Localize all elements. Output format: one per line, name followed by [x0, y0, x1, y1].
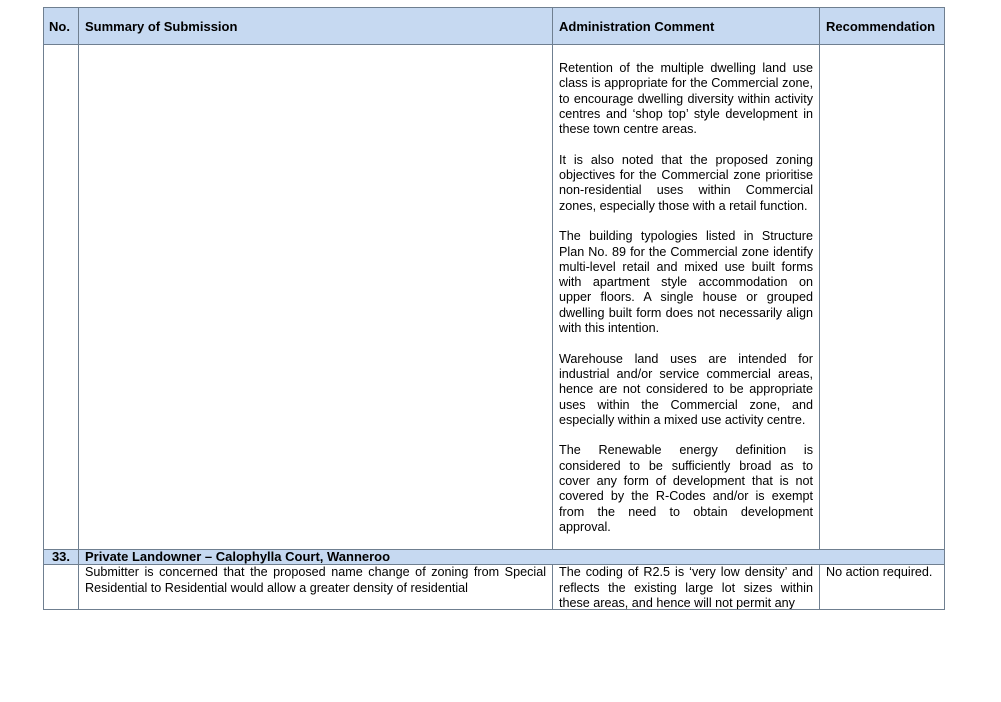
- row-33-comment-cell: [553, 565, 820, 610]
- continued-summary-cell: [79, 45, 553, 550]
- header-summary: Summary of Submission: [79, 8, 553, 45]
- row-33-comment: The coding of R2.5 is ‘very low density’ and reflects the existing large lot sizes within these areas, and hence will not permit any: [559, 565, 813, 610]
- comment-paragraph: Retention of the multiple dwelling land use class is appropriate for the Commercial zone, to encourage dwelling diversity within activity centres and ‘shop top’ style development in these town centre areas.: [559, 61, 813, 137]
- continued-recommendation-cell: [820, 45, 945, 550]
- header-no: No.: [44, 8, 79, 45]
- table-row-continued: [44, 45, 945, 550]
- continued-no-cell: [44, 45, 79, 550]
- row-33-recommendation: No action required.: [826, 565, 933, 580]
- section-title: Private Landowner – Calophylla Court, Wanneroo: [79, 550, 945, 565]
- comment-paragraph: The Renewable energy definition is considered to be sufficiently broad as to cover any form of development that is not covered by the R-Codes and/or is exempt from the need to obtain development approval.: [559, 443, 813, 534]
- row-33-no-cell: [44, 565, 79, 610]
- submissions-table: [43, 7, 945, 610]
- comment-paragraph: Warehouse land uses are intended for industrial and/or service commercial areas, hence are not considered to be appropriate uses within the Commercial zone, and especially within a mixed use activity centre.: [559, 351, 813, 427]
- section-row-33: [44, 550, 945, 565]
- header-comment: Administration Comment: [553, 8, 820, 45]
- row-33-summary-cell: [79, 565, 553, 610]
- section-number: 33.: [44, 550, 79, 565]
- continued-comment-cell: [553, 45, 820, 550]
- comment-paragraph: It is also noted that the proposed zoning objectives for the Commercial zone prioritise non-residential uses within Commercial zones, especially those with a retail function.: [559, 152, 813, 213]
- row-33-recommendation-cell: [820, 565, 945, 610]
- row-33-summary: Submitter is concerned that the proposed name change of zoning from Special Residential to Residential would allow a greater density of residential: [85, 565, 546, 595]
- header-recommendation: Recommendation: [820, 8, 945, 45]
- table-header-row: [44, 8, 945, 45]
- table-row-33: [44, 565, 945, 610]
- comment-paragraph: The building typologies listed in Structure Plan No. 89 for the Commercial zone identify multi-level retail and mixed use built forms with apartment style accommodation on upper floors. A single house or grouped dwelling built form does not necessarily align with this intention.: [559, 229, 813, 336]
